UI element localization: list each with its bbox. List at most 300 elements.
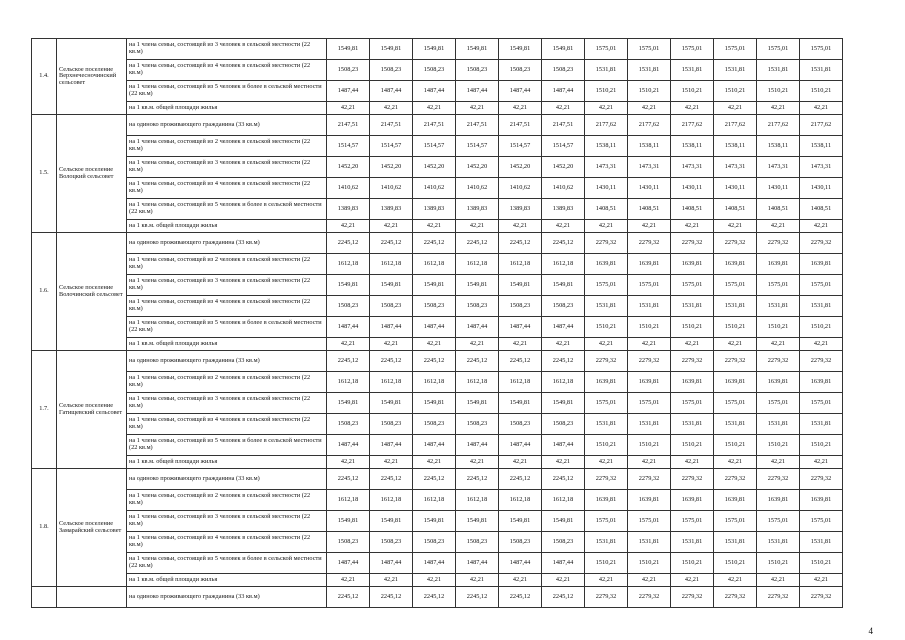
table-row xyxy=(32,296,843,317)
value-cell: 1639,81 xyxy=(585,254,628,275)
value-cell: 2147,51 xyxy=(499,115,542,136)
value-cell: 1487,44 xyxy=(413,435,456,456)
section-name: Сельское поселение Верхнечесночинский сельсовет xyxy=(57,39,127,115)
value-cell: 1510,21 xyxy=(585,81,628,102)
value-cell: 1639,81 xyxy=(671,254,714,275)
table-row xyxy=(32,81,843,102)
value-cell: 1508,23 xyxy=(499,414,542,435)
value-cell: 1487,44 xyxy=(499,553,542,574)
value-cell: 42,21 xyxy=(456,102,499,115)
value-cell: 2147,51 xyxy=(327,115,370,136)
value-cell: 1389,83 xyxy=(456,199,499,220)
row-label: на 1 члена семьи, состоящей из 5 человек и более в сельской местности (22 кв.м) xyxy=(127,317,327,338)
value-cell: 1452,20 xyxy=(542,157,585,178)
value-cell: 42,21 xyxy=(800,102,843,115)
value-cell: 1549,81 xyxy=(499,393,542,414)
value-cell: 1408,51 xyxy=(800,199,843,220)
value-cell: 1508,23 xyxy=(327,60,370,81)
value-cell: 1487,44 xyxy=(370,553,413,574)
value-cell: 1575,01 xyxy=(757,39,800,60)
value-cell: 1612,18 xyxy=(542,490,585,511)
page-number: 4 xyxy=(868,626,873,636)
value-cell: 1487,44 xyxy=(542,81,585,102)
value-cell: 1575,01 xyxy=(757,511,800,532)
value-cell: 42,21 xyxy=(499,338,542,351)
section-name: Сельское поселение Гатищевский сельсовет xyxy=(57,351,127,469)
value-cell: 2279,32 xyxy=(800,233,843,254)
value-cell: 42,21 xyxy=(370,456,413,469)
value-cell: 1575,01 xyxy=(671,511,714,532)
value-cell: 1575,01 xyxy=(800,511,843,532)
value-cell: 2279,32 xyxy=(585,587,628,608)
value-cell: 1410,62 xyxy=(370,178,413,199)
value-cell: 2279,32 xyxy=(800,587,843,608)
value-cell: 1549,81 xyxy=(542,393,585,414)
value-cell: 42,21 xyxy=(456,574,499,587)
value-cell: 1510,21 xyxy=(757,81,800,102)
value-cell: 1508,23 xyxy=(456,414,499,435)
value-cell: 1430,11 xyxy=(800,178,843,199)
row-label: на 1 члена семьи, состоящей из 3 человек в сельской местности (22 кв.м) xyxy=(127,393,327,414)
value-cell: 2245,12 xyxy=(499,587,542,608)
row-label: на 1 члена семьи, состоящей из 3 человек в сельской местности (22 кв.м) xyxy=(127,157,327,178)
row-label: на 1 члена семьи, состоящей из 3 человек в сельской местности (22 кв.м) xyxy=(127,511,327,532)
tariff-table xyxy=(31,38,843,608)
value-cell: 1549,81 xyxy=(327,393,370,414)
value-cell: 1514,57 xyxy=(413,136,456,157)
section-number: 1.5. xyxy=(32,115,57,233)
value-cell: 42,21 xyxy=(628,220,671,233)
row-label: на 1 члена семьи, состоящей из 4 человек в сельской местности (22 кв.м) xyxy=(127,414,327,435)
value-cell: 42,21 xyxy=(499,574,542,587)
value-cell: 1549,81 xyxy=(413,39,456,60)
value-cell: 1473,31 xyxy=(628,157,671,178)
table-row xyxy=(32,435,843,456)
value-cell: 1531,81 xyxy=(714,296,757,317)
value-cell: 2245,12 xyxy=(327,233,370,254)
value-cell: 1612,18 xyxy=(327,490,370,511)
value-cell: 42,21 xyxy=(671,220,714,233)
value-cell: 1575,01 xyxy=(628,393,671,414)
value-cell: 1639,81 xyxy=(671,490,714,511)
value-cell: 2279,32 xyxy=(800,469,843,490)
value-cell: 1639,81 xyxy=(757,490,800,511)
value-cell: 1639,81 xyxy=(628,490,671,511)
value-cell: 1508,23 xyxy=(499,532,542,553)
section-number: 1.8. xyxy=(32,469,57,587)
value-cell: 1473,31 xyxy=(757,157,800,178)
value-cell: 2245,12 xyxy=(370,587,413,608)
row-label: на 1 члена семьи, состоящей из 3 человек в сельской местности (22 кв.м) xyxy=(127,275,327,296)
section-number: 1.4. xyxy=(32,39,57,115)
value-cell: 1487,44 xyxy=(456,553,499,574)
value-cell: 1487,44 xyxy=(413,81,456,102)
value-cell: 2245,12 xyxy=(542,587,585,608)
value-cell: 2147,51 xyxy=(456,115,499,136)
value-cell: 42,21 xyxy=(499,102,542,115)
value-cell: 1408,51 xyxy=(757,199,800,220)
value-cell: 1639,81 xyxy=(800,254,843,275)
table-row xyxy=(32,39,843,60)
value-cell: 1639,81 xyxy=(671,372,714,393)
value-cell: 42,21 xyxy=(757,574,800,587)
value-cell: 2279,32 xyxy=(714,587,757,608)
value-cell: 1510,21 xyxy=(757,317,800,338)
value-cell: 1510,21 xyxy=(757,553,800,574)
value-cell: 2279,32 xyxy=(628,233,671,254)
value-cell: 1452,20 xyxy=(413,157,456,178)
value-cell: 1508,23 xyxy=(456,296,499,317)
value-cell: 1549,81 xyxy=(413,511,456,532)
table-row xyxy=(32,393,843,414)
value-cell: 1575,01 xyxy=(585,511,628,532)
value-cell: 1538,11 xyxy=(714,136,757,157)
value-cell: 2147,51 xyxy=(370,115,413,136)
table-body xyxy=(32,39,843,608)
value-cell: 42,21 xyxy=(800,338,843,351)
value-cell: 42,21 xyxy=(370,220,413,233)
value-cell: 2245,12 xyxy=(370,351,413,372)
value-cell: 2245,12 xyxy=(327,469,370,490)
value-cell: 2279,32 xyxy=(757,351,800,372)
value-cell: 42,21 xyxy=(585,102,628,115)
value-cell: 1531,81 xyxy=(757,296,800,317)
value-cell: 42,21 xyxy=(628,338,671,351)
value-cell: 2245,12 xyxy=(499,351,542,372)
value-cell: 1430,11 xyxy=(757,178,800,199)
value-cell: 1487,44 xyxy=(499,81,542,102)
value-cell: 2245,12 xyxy=(542,351,585,372)
value-cell: 1389,83 xyxy=(413,199,456,220)
value-cell: 1452,20 xyxy=(499,157,542,178)
value-cell: 1531,81 xyxy=(628,60,671,81)
value-cell: 42,21 xyxy=(542,338,585,351)
table-row xyxy=(32,587,843,608)
value-cell: 1473,31 xyxy=(585,157,628,178)
value-cell: 1531,81 xyxy=(585,414,628,435)
value-cell: 1408,51 xyxy=(671,199,714,220)
value-cell: 1575,01 xyxy=(585,393,628,414)
table-row xyxy=(32,115,843,136)
table-row xyxy=(32,574,843,587)
value-cell: 42,21 xyxy=(499,220,542,233)
value-cell: 1510,21 xyxy=(585,435,628,456)
value-cell: 1487,44 xyxy=(327,553,370,574)
row-label: на 1 члена семьи, состоящей из 5 человек и более в сельской местности (22 кв.м) xyxy=(127,81,327,102)
value-cell: 1514,57 xyxy=(327,136,370,157)
table-row xyxy=(32,317,843,338)
value-cell: 1612,18 xyxy=(370,490,413,511)
value-cell: 2245,12 xyxy=(413,587,456,608)
value-cell: 42,21 xyxy=(757,338,800,351)
value-cell: 1514,57 xyxy=(542,136,585,157)
value-cell: 1508,23 xyxy=(499,60,542,81)
value-cell: 1487,44 xyxy=(542,553,585,574)
value-cell: 1510,21 xyxy=(714,435,757,456)
value-cell: 1410,62 xyxy=(456,178,499,199)
value-cell: 1639,81 xyxy=(800,490,843,511)
value-cell: 1508,23 xyxy=(370,532,413,553)
value-cell: 1531,81 xyxy=(585,60,628,81)
value-cell: 1487,44 xyxy=(327,81,370,102)
value-cell: 2245,12 xyxy=(370,233,413,254)
value-cell: 1510,21 xyxy=(714,553,757,574)
value-cell: 1549,81 xyxy=(542,275,585,296)
row-label: на 1 кв.м. общей площади жилья xyxy=(127,574,327,587)
value-cell: 1510,21 xyxy=(585,553,628,574)
section-name xyxy=(57,587,127,608)
value-cell: 2279,32 xyxy=(757,469,800,490)
row-label: на 1 члена семьи, состоящей из 5 человек и более в сельской местности (22 кв.м) xyxy=(127,199,327,220)
value-cell: 1510,21 xyxy=(800,553,843,574)
value-cell: 1452,20 xyxy=(456,157,499,178)
value-cell: 1473,31 xyxy=(671,157,714,178)
value-cell: 42,21 xyxy=(671,574,714,587)
section-number: 1.7. xyxy=(32,351,57,469)
value-cell: 1430,11 xyxy=(714,178,757,199)
value-cell: 2279,32 xyxy=(714,233,757,254)
value-cell: 42,21 xyxy=(542,102,585,115)
value-cell: 1612,18 xyxy=(327,372,370,393)
table-row xyxy=(32,553,843,574)
value-cell: 1549,81 xyxy=(499,511,542,532)
value-cell: 2279,32 xyxy=(628,351,671,372)
value-cell: 1452,20 xyxy=(370,157,413,178)
value-cell: 1612,18 xyxy=(327,254,370,275)
value-cell: 1452,20 xyxy=(327,157,370,178)
table-row xyxy=(32,511,843,532)
value-cell: 1531,81 xyxy=(671,296,714,317)
value-cell: 1549,81 xyxy=(327,39,370,60)
table-row xyxy=(32,178,843,199)
value-cell: 1473,31 xyxy=(800,157,843,178)
row-label: на 1 члена семьи, состоящей из 5 человек и более в сельской местности (22 кв.м) xyxy=(127,553,327,574)
value-cell: 1575,01 xyxy=(800,275,843,296)
section-name: Сельское поселение Волочинский сельсовет xyxy=(57,233,127,351)
value-cell: 1487,44 xyxy=(499,317,542,338)
value-cell: 2279,32 xyxy=(671,351,714,372)
value-cell: 1549,81 xyxy=(456,39,499,60)
section-number xyxy=(32,587,57,608)
value-cell: 42,21 xyxy=(499,456,542,469)
value-cell: 42,21 xyxy=(800,574,843,587)
value-cell: 2279,32 xyxy=(800,351,843,372)
value-cell: 42,21 xyxy=(628,574,671,587)
value-cell: 1538,11 xyxy=(757,136,800,157)
value-cell: 2245,12 xyxy=(327,587,370,608)
value-cell: 1487,44 xyxy=(499,435,542,456)
value-cell: 2279,32 xyxy=(671,587,714,608)
value-cell: 1531,81 xyxy=(800,532,843,553)
value-cell: 1389,83 xyxy=(327,199,370,220)
value-cell: 1575,01 xyxy=(671,39,714,60)
value-cell: 1531,81 xyxy=(628,296,671,317)
value-cell: 1508,23 xyxy=(413,532,456,553)
value-cell: 42,21 xyxy=(757,220,800,233)
value-cell: 1549,81 xyxy=(456,511,499,532)
value-cell: 1575,01 xyxy=(585,39,628,60)
value-cell: 1549,81 xyxy=(370,393,413,414)
value-cell: 42,21 xyxy=(413,220,456,233)
section-name: Сельское поселение Волоцкий сельсовет xyxy=(57,115,127,233)
value-cell: 42,21 xyxy=(800,220,843,233)
value-cell: 1508,23 xyxy=(542,60,585,81)
value-cell: 1549,81 xyxy=(327,511,370,532)
value-cell: 1508,23 xyxy=(327,532,370,553)
table-row xyxy=(32,469,843,490)
value-cell: 1531,81 xyxy=(714,532,757,553)
row-label: на одиноко проживающего гражданина (33 кв.м) xyxy=(127,233,327,254)
value-cell: 42,21 xyxy=(542,574,585,587)
value-cell: 1612,18 xyxy=(456,372,499,393)
value-cell: 1612,18 xyxy=(413,372,456,393)
value-cell: 42,21 xyxy=(671,338,714,351)
row-label: на 1 члена семьи, состоящей из 2 человек в сельской местности (22 кв.м) xyxy=(127,254,327,275)
value-cell: 1510,21 xyxy=(671,553,714,574)
value-cell: 2245,12 xyxy=(327,351,370,372)
value-cell: 1487,44 xyxy=(327,435,370,456)
value-cell: 1389,83 xyxy=(370,199,413,220)
value-cell: 1575,01 xyxy=(714,511,757,532)
value-cell: 1639,81 xyxy=(628,254,671,275)
table-row xyxy=(32,275,843,296)
value-cell: 2279,32 xyxy=(628,587,671,608)
value-cell: 42,21 xyxy=(628,456,671,469)
value-cell: 42,21 xyxy=(585,220,628,233)
value-cell: 1575,01 xyxy=(671,275,714,296)
value-cell: 1508,23 xyxy=(327,296,370,317)
table-row xyxy=(32,233,843,254)
table-row xyxy=(32,199,843,220)
value-cell: 42,21 xyxy=(671,456,714,469)
value-cell: 2177,62 xyxy=(671,115,714,136)
value-cell: 1549,81 xyxy=(327,275,370,296)
value-cell: 1549,81 xyxy=(370,511,413,532)
value-cell: 1549,81 xyxy=(499,275,542,296)
value-cell: 1612,18 xyxy=(456,254,499,275)
value-cell: 1612,18 xyxy=(499,254,542,275)
value-cell: 1538,11 xyxy=(800,136,843,157)
row-label: на 1 кв.м. общей площади жилья xyxy=(127,102,327,115)
row-label: на 1 члена семьи, состоящей из 4 человек в сельской местности (22 кв.м) xyxy=(127,178,327,199)
value-cell: 1549,81 xyxy=(542,39,585,60)
row-label: на 1 члена семьи, состоящей из 4 человек в сельской местности (22 кв.м) xyxy=(127,532,327,553)
value-cell: 1508,23 xyxy=(370,414,413,435)
table-row xyxy=(32,532,843,553)
value-cell: 1575,01 xyxy=(628,511,671,532)
value-cell: 1430,11 xyxy=(585,178,628,199)
value-cell: 1410,62 xyxy=(327,178,370,199)
table-row xyxy=(32,338,843,351)
value-cell: 1473,31 xyxy=(714,157,757,178)
value-cell: 1531,81 xyxy=(585,296,628,317)
value-cell: 2177,62 xyxy=(714,115,757,136)
value-cell: 2245,12 xyxy=(456,233,499,254)
value-cell: 1549,81 xyxy=(413,393,456,414)
value-cell: 1487,44 xyxy=(370,435,413,456)
value-cell: 42,21 xyxy=(413,102,456,115)
value-cell: 2177,62 xyxy=(757,115,800,136)
value-cell: 42,21 xyxy=(413,456,456,469)
value-cell: 1612,18 xyxy=(499,490,542,511)
value-cell: 1612,18 xyxy=(542,372,585,393)
value-cell: 1639,81 xyxy=(585,372,628,393)
value-cell: 42,21 xyxy=(628,102,671,115)
value-cell: 42,21 xyxy=(370,102,413,115)
value-cell: 1531,81 xyxy=(714,414,757,435)
value-cell: 1549,81 xyxy=(456,275,499,296)
value-cell: 1639,81 xyxy=(628,372,671,393)
value-cell: 1531,81 xyxy=(714,60,757,81)
value-cell: 1510,21 xyxy=(628,81,671,102)
value-cell: 42,21 xyxy=(714,574,757,587)
value-cell: 1549,81 xyxy=(370,39,413,60)
value-cell: 1612,18 xyxy=(542,254,585,275)
value-cell: 2245,12 xyxy=(413,469,456,490)
value-cell: 1510,21 xyxy=(628,553,671,574)
value-cell: 42,21 xyxy=(714,456,757,469)
value-cell: 1510,21 xyxy=(585,317,628,338)
value-cell: 1531,81 xyxy=(800,296,843,317)
value-cell: 1410,62 xyxy=(413,178,456,199)
value-cell: 42,21 xyxy=(714,220,757,233)
value-cell: 1549,81 xyxy=(499,39,542,60)
value-cell: 1487,44 xyxy=(370,317,413,338)
value-cell: 1487,44 xyxy=(456,317,499,338)
value-cell: 2177,62 xyxy=(628,115,671,136)
value-cell: 1549,81 xyxy=(542,511,585,532)
value-cell: 42,21 xyxy=(370,338,413,351)
value-cell: 1487,44 xyxy=(327,317,370,338)
row-label: на 1 члена семьи, состоящей из 4 человек в сельской местности (22 кв.м) xyxy=(127,296,327,317)
value-cell: 42,21 xyxy=(714,102,757,115)
value-cell: 2279,32 xyxy=(714,351,757,372)
value-cell: 1531,81 xyxy=(628,532,671,553)
value-cell: 2279,32 xyxy=(585,469,628,490)
value-cell: 1487,44 xyxy=(456,435,499,456)
value-cell: 2279,32 xyxy=(585,233,628,254)
value-cell: 42,21 xyxy=(542,456,585,469)
value-cell: 1508,23 xyxy=(413,414,456,435)
value-cell: 42,21 xyxy=(327,338,370,351)
value-cell: 1508,23 xyxy=(542,414,585,435)
row-label: на 1 члена семьи, состоящей из 2 человек в сельской местности (22 кв.м) xyxy=(127,372,327,393)
value-cell: 1514,57 xyxy=(499,136,542,157)
value-cell: 2279,32 xyxy=(671,469,714,490)
value-cell: 1531,81 xyxy=(671,60,714,81)
value-cell: 1389,83 xyxy=(499,199,542,220)
value-cell: 1487,44 xyxy=(542,317,585,338)
value-cell: 1508,23 xyxy=(456,532,499,553)
value-cell: 42,21 xyxy=(585,338,628,351)
value-cell: 1508,23 xyxy=(413,60,456,81)
table-row xyxy=(32,102,843,115)
row-label: на 1 кв.м. общей площади жилья xyxy=(127,456,327,469)
value-cell: 1575,01 xyxy=(628,275,671,296)
value-cell: 42,21 xyxy=(800,456,843,469)
value-cell: 2177,62 xyxy=(800,115,843,136)
value-cell: 1575,01 xyxy=(800,39,843,60)
value-cell: 1430,11 xyxy=(628,178,671,199)
value-cell: 2245,12 xyxy=(456,351,499,372)
value-cell: 1508,23 xyxy=(370,296,413,317)
value-cell: 1575,01 xyxy=(714,275,757,296)
value-cell: 1510,21 xyxy=(671,317,714,338)
value-cell: 1508,23 xyxy=(413,296,456,317)
value-cell: 1508,23 xyxy=(542,532,585,553)
value-cell: 42,21 xyxy=(327,220,370,233)
value-cell: 1410,62 xyxy=(542,178,585,199)
